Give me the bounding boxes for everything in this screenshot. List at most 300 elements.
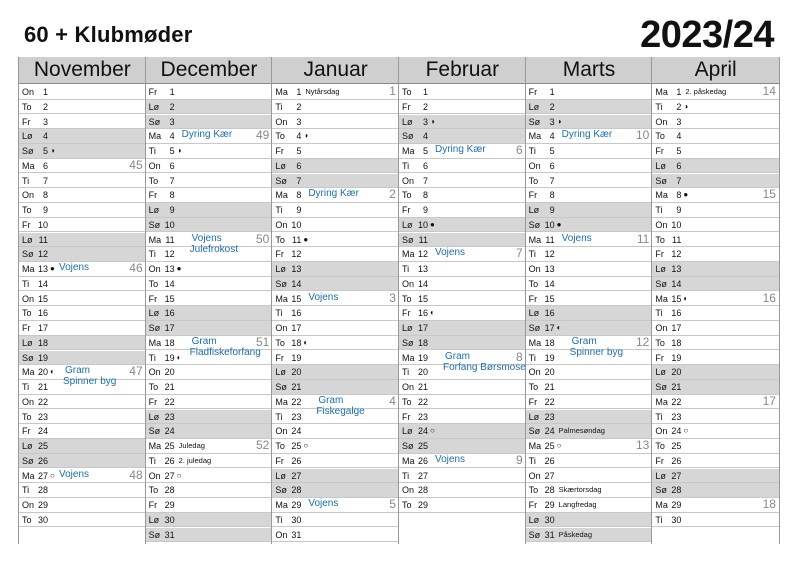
weekday-label: Sø [528,426,541,437]
day-row [19,159,146,174]
day-number: 10 [544,219,555,230]
day-number: 17 [544,323,555,333]
week-number: 52 [255,438,270,452]
day-number: 16 [417,308,428,319]
weekday-label: Sø [655,175,667,186]
month-header: December [146,57,273,84]
day-number: 1 [422,87,428,97]
weekday-label: On [528,367,541,378]
day-number: 25 [164,441,175,451]
day-number: 5 [296,146,302,156]
day-row [19,380,146,395]
day-number: 21 [164,382,175,392]
day-number: 15 [544,293,555,304]
week-number: 46 [129,261,143,275]
day-row [526,218,653,233]
weekday-label: Lø [528,205,540,215]
day-number: 13 [417,264,428,274]
club-meeting-label: Vojens [308,291,339,303]
day-row [652,469,779,484]
day-row [146,454,273,469]
day-number: 23 [671,411,682,422]
weekday-label: Ma [655,500,668,510]
weekday-label: Sø [655,382,667,392]
day-number: 12 [291,249,302,260]
day-row [146,351,273,366]
day-number: 27 [671,470,682,481]
month-column-marts [525,57,653,544]
weekday-label: To [22,411,32,422]
weekday-label: Ma [148,131,162,142]
weekday-label: Sø [22,146,34,156]
day-number: 28 [417,485,428,496]
day-row [652,306,779,321]
weekday-label: Ma [22,264,35,274]
day-row [526,513,653,528]
day-number: 3 [549,116,555,127]
day-number: 2 [676,101,682,112]
day-number: 20 [671,367,682,378]
day-row [526,410,653,425]
day-row [399,218,526,233]
day-row [526,498,653,513]
day-number: 17 [291,323,302,333]
weekday-label: Sø [655,485,667,496]
day-row [272,380,399,395]
day-number: 18 [417,337,428,348]
weekday-label: Lø [655,470,666,481]
day-number: 4 [169,131,175,142]
weekday-label: Fr [402,101,411,112]
weekday-label: Sø [402,441,414,451]
day-row [19,129,146,144]
weekday-label: Sø [402,337,414,348]
day-number: 18 [291,337,302,348]
weekday-label: Lø [22,234,33,245]
weekday-label: On [402,485,415,496]
weekday-label: Sø [528,219,541,230]
day-row [399,321,526,336]
weekday-label: Ma [275,396,288,407]
day-row [19,144,146,159]
weekday-label: Ma [528,234,542,245]
day-row [652,336,779,351]
day-row [399,292,526,307]
day-number: 31 [291,529,302,540]
holiday-label: Palmesøndag [558,426,605,436]
day-number: 15 [291,293,302,304]
weekday-label: Ma [655,396,668,407]
day-number: 7 [549,175,555,186]
day-number: 17 [417,323,428,333]
day-number: 8 [676,190,682,201]
day-number: 26 [164,455,175,466]
weekday-label: On [22,293,35,304]
club-meeting-label: Gram Forfang Børsmose [443,350,526,373]
day-row [272,410,399,425]
day-number: 28 [671,485,682,496]
day-row [652,262,779,277]
moon-phase-icon: ○ [176,470,182,480]
day-number: 24 [544,426,555,437]
month-header: November [19,57,146,84]
day-number: 16 [164,308,175,319]
day-row [526,247,653,262]
day-row [652,233,779,248]
day-row [146,277,273,292]
weekday-label: Ma [275,87,288,97]
moon-phase-icon: ◐ [430,308,435,318]
weekday-label: Lø [275,367,286,378]
day-number: 24 [37,426,48,437]
day-row [652,159,779,174]
day-row [399,469,526,484]
day-row [146,365,273,380]
day-number: 22 [37,396,48,407]
weekday-label: Ti [655,205,663,215]
day-number: 9 [169,205,175,215]
day-row [652,277,779,292]
day-number: 18 [164,337,175,348]
weekday-label: Lø [655,367,666,378]
day-row [526,188,653,203]
day-number: 15 [164,293,175,304]
weekday-label: On [275,529,288,540]
day-row [652,247,779,262]
day-row [272,100,399,115]
week-number: 12 [635,334,650,349]
weekday-label: On [22,500,35,510]
day-row [399,129,526,144]
club-meeting-label: Dyring Kær [308,188,359,200]
weekday-label: To [528,278,539,289]
day-number: 27 [37,470,48,481]
holiday-label: 2. juledag [178,455,212,465]
day-number: 20 [417,367,428,378]
day-number: 7 [169,175,175,186]
weekday-label: Lø [148,101,160,112]
day-row [146,498,273,513]
day-number: 7 [42,175,48,186]
weekday-label: Ma [528,337,542,348]
day-number: 25 [37,441,48,451]
club-meeting-label: Dyring Kær [561,129,613,141]
day-row [19,262,146,277]
day-number: 9 [549,205,555,215]
day-number: 23 [37,411,48,422]
moon-phase-icon: ◑ [556,116,562,126]
weekday-label: On [402,175,415,186]
day-row [526,233,653,248]
weekday-label: On [275,426,288,437]
weekday-label: Fr [655,249,664,260]
day-number: 30 [671,514,682,525]
week-number: 45 [129,157,143,172]
week-number: 48 [129,467,143,482]
day-number: 22 [544,396,555,407]
day-number: 11 [545,234,555,245]
day-number: 3 [676,116,682,127]
day-row [399,365,526,380]
weekday-label: On [22,87,35,97]
week-number: 2 [389,187,396,202]
weekday-label: Lø [22,337,33,348]
day-row [526,292,653,307]
day-row [526,483,653,498]
weekday-label: Ti [275,514,283,525]
weekday-label: Ma [148,234,162,245]
day-number: 24 [671,426,682,437]
day-number: 4 [422,131,428,142]
day-row [652,203,779,218]
day-number: 6 [422,160,428,171]
weekday-label: Lø [655,160,666,171]
weekday-label: Ma [22,470,35,481]
weekday-label: Fr [148,500,158,510]
day-number: 8 [296,190,302,201]
weekday-label: To [528,485,539,496]
week-number: 3 [389,290,396,305]
day-number: 27 [544,470,555,481]
moon-phase-icon: ◑ [683,101,689,111]
weekday-label: Ma [402,249,415,260]
moon-phase-icon: ○ [683,426,689,436]
day-row [526,174,653,189]
weekday-label: On [528,470,541,481]
weekday-label: Sø [148,323,161,333]
day-row [652,365,779,380]
day-number: 25 [291,441,302,451]
weekday-label: Ti [22,382,30,392]
club-meeting-label: Vojens Julefrokost [189,232,239,255]
day-number: 16 [37,308,48,319]
weekday-label: Lø [528,308,540,319]
day-number: 4 [42,131,48,142]
holiday-label: Langfredag [558,500,597,509]
moon-phase-icon: ● [430,219,435,229]
day-row [19,469,146,484]
weekday-label: Ti [655,308,663,319]
day-row [526,351,653,366]
day-number: 30 [544,514,555,525]
moon-phase-icon: ○ [303,441,309,450]
week-number: 1 [389,84,396,98]
week-number: 17 [762,393,776,408]
day-number: 16 [544,308,555,319]
day-row [399,85,526,100]
weekday-label: To [655,131,665,142]
day-number: 20 [164,367,175,378]
day-number: 5 [42,146,48,156]
day-row [526,85,653,100]
day-row [399,233,526,248]
week-number: 9 [515,452,523,467]
day-row [652,218,779,233]
day-row [399,424,526,439]
club-meeting-label: Vojens [435,247,466,259]
day-row [146,424,273,439]
club-meeting-label: Dyring Kær [181,129,233,141]
day-row [146,218,273,233]
day-number: 23 [417,411,428,422]
day-row [146,262,273,277]
day-row [399,277,526,292]
day-number: 9 [422,205,428,215]
week-number: 11 [636,231,650,246]
day-number: 8 [549,190,555,201]
week-number: 18 [762,497,776,511]
day-row [399,439,526,454]
moon-phase-icon: ◐ [50,367,55,377]
day-number: 19 [291,352,302,363]
weekday-label: Ma [275,293,288,304]
day-row [146,395,273,410]
weekday-label: Ti [275,411,283,422]
day-number: 24 [417,426,428,437]
weekday-label: Lø [402,219,413,230]
week-number: 7 [515,246,523,261]
week-number: 49 [255,128,270,143]
day-row [399,262,526,277]
day-row [399,100,526,115]
day-row [272,469,399,484]
weekday-label: To [402,293,412,304]
day-row [652,115,779,130]
month-header: Februar [399,57,526,84]
day-row [19,439,146,454]
day-row [272,351,399,366]
weekday-label: Lø [275,264,286,274]
day-number: 22 [291,396,302,407]
day-number: 27 [291,470,302,481]
day-row [399,203,526,218]
day-number: 18 [37,337,48,348]
day-number: 29 [417,500,428,510]
weekday-label: Ma [22,160,35,171]
weekday-label: To [402,190,412,201]
holiday-label: Juledag [178,441,205,450]
weekday-label: On [148,470,161,481]
weekday-label: Ma [528,131,542,142]
weekday-label: Fr [22,426,31,437]
weekday-label: On [275,323,288,333]
weekday-label: Sø [528,529,541,540]
day-number: 31 [164,529,175,540]
weekday-label: On [528,160,541,171]
day-number: 4 [296,131,302,142]
weekday-label: Ma [528,441,542,451]
day-number: 19 [671,352,682,363]
weekday-label: Fr [148,190,158,201]
day-number: 13 [291,264,302,274]
day-number: 25 [544,441,555,451]
day-row [272,159,399,174]
day-row [652,174,779,189]
day-number: 20 [544,367,555,378]
day-row [652,424,779,439]
day-number: 29 [37,500,48,510]
weekday-label: Sø [402,234,414,245]
day-row [526,159,653,174]
weekday-label: Ti [655,514,663,525]
weekday-label: Fr [528,396,538,407]
day-row [272,188,399,203]
weekday-label: To [22,205,32,215]
day-row [19,203,146,218]
day-number: 13 [544,264,555,274]
day-number: 23 [544,411,555,422]
day-row [272,336,399,351]
day-row [399,336,526,351]
day-row [526,321,653,336]
day-row [19,277,146,292]
day-row [272,365,399,380]
day-row [19,292,146,307]
day-row [526,454,653,469]
day-row [19,100,146,115]
weekday-label: Sø [528,323,541,333]
weekday-label: Lø [528,101,540,112]
day-number: 14 [37,278,48,289]
day-number: 2 [169,101,175,112]
weekday-label: Lø [402,116,413,127]
day-row [399,306,526,321]
day-number: 2 [42,101,48,112]
day-row [272,483,399,498]
weekday-label: Fr [275,455,284,466]
day-row [146,85,273,100]
day-number: 16 [291,308,302,319]
weekday-label: To [655,441,665,451]
day-number: 26 [37,455,48,466]
day-row [272,513,399,528]
day-row [526,262,653,277]
weekday-label: On [402,382,415,392]
weekday-label: On [22,396,35,407]
moon-phase-icon: ● [683,190,689,200]
weekday-label: Ti [22,485,30,496]
weekday-label: Lø [148,205,160,215]
moon-phase-icon: ● [50,264,55,273]
day-number: 29 [164,500,175,510]
day-number: 31 [544,529,555,540]
day-row [652,144,779,159]
day-number: 2 [422,101,428,112]
day-row [272,174,399,189]
weekday-label: Sø [22,249,34,260]
day-number: 23 [291,411,302,422]
weekday-label: Ti [655,411,663,422]
weekday-label: Ti [528,146,536,156]
day-row [272,424,399,439]
day-number: 30 [164,514,175,525]
day-row [652,351,779,366]
day-number: 19 [37,352,48,363]
day-number: 17 [671,323,682,333]
weekday-label: To [275,131,285,142]
day-row [526,100,653,115]
day-number: 9 [42,205,48,215]
day-number: 14 [417,278,428,289]
weekday-label: Lø [528,411,540,422]
weekday-label: On [655,323,668,333]
day-row [19,233,146,248]
day-number: 5 [422,146,428,156]
day-row [399,174,526,189]
day-row [272,203,399,218]
weekday-label: To [148,278,159,289]
holiday-label: Nytårsdag [305,87,340,96]
